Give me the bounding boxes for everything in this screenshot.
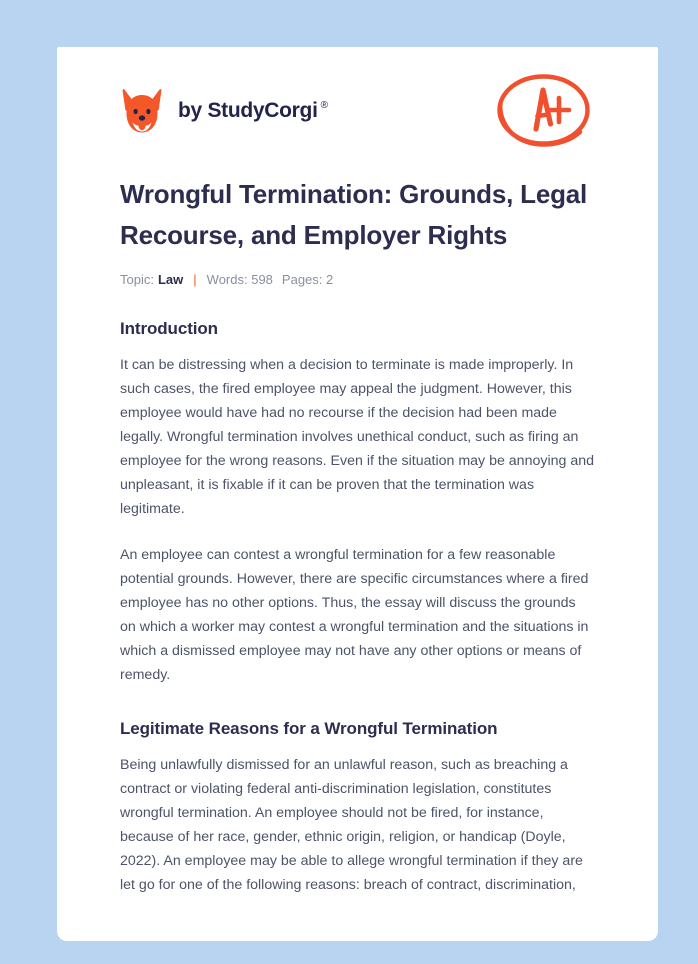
words-label: Words: [206,272,248,287]
paragraph: An employee can contest a wrongful termination for a few reasonable potential grounds. However, there are specific circumstances where a fired employee has no other options. Thus, the essay will discuss the grounds on which a worker may contest a wrongful termination and the situations in which a dismissed employee may not have any other options or means of remedy. [120,547,589,683]
words-count [207,272,273,287]
pages-label: Pages: [281,272,323,287]
a-plus-grade-icon [492,66,595,156]
corgi-logo-icon [120,87,164,135]
brand-logo[interactable] [120,87,328,135]
section-heading-legitimate-reasons: Legitimate Reasons for a Wrongful Termination [120,719,498,738]
pages-value: 2 [326,272,334,287]
page-title: Wrongful Termination: Grounds, Legal Recourse, and Employer Rights [120,179,588,250]
words-value: 598 [251,272,273,287]
meta-separator: | [193,272,197,287]
paragraph: Being unlawfully dismissed for an unlawful reason, such as breaching a contract or violating federal anti-discrimination legislation, constitutes wrongful termination. An employee should not be fired, for instance, because of her race, gender, ethnic origin, religion, or handicap (Doyle, 2022). An employee may be able to allege wrongful termination if they are let go for one of the following reasons: breach of contract, discrimination, [120,757,583,893]
brand-name: by StudyCorgi [178,98,318,122]
section-heading-introduction: Introduction [120,319,218,338]
registered-trademark-icon: ® [320,99,328,111]
pages-count [282,272,333,287]
document-header [120,47,595,168]
topic-link[interactable]: Law [157,272,184,287]
topic-label: Topic: [120,272,154,287]
brand-text [178,99,328,123]
document-page [57,47,658,941]
paragraph: It can be distressing when a decision to terminate is made improperly. In such cases, the fired employee may appeal the judgment. However, this employee would have had no recourse if the decision had been made legally. Wrongful termination involves unethical conduct, such as firing an employee for the wrong reasons. Even if the situation may be annoying and unpleasant, it is fixable if it can be proven that the termination was legitimate. [120,357,594,517]
document-meta [120,272,595,287]
